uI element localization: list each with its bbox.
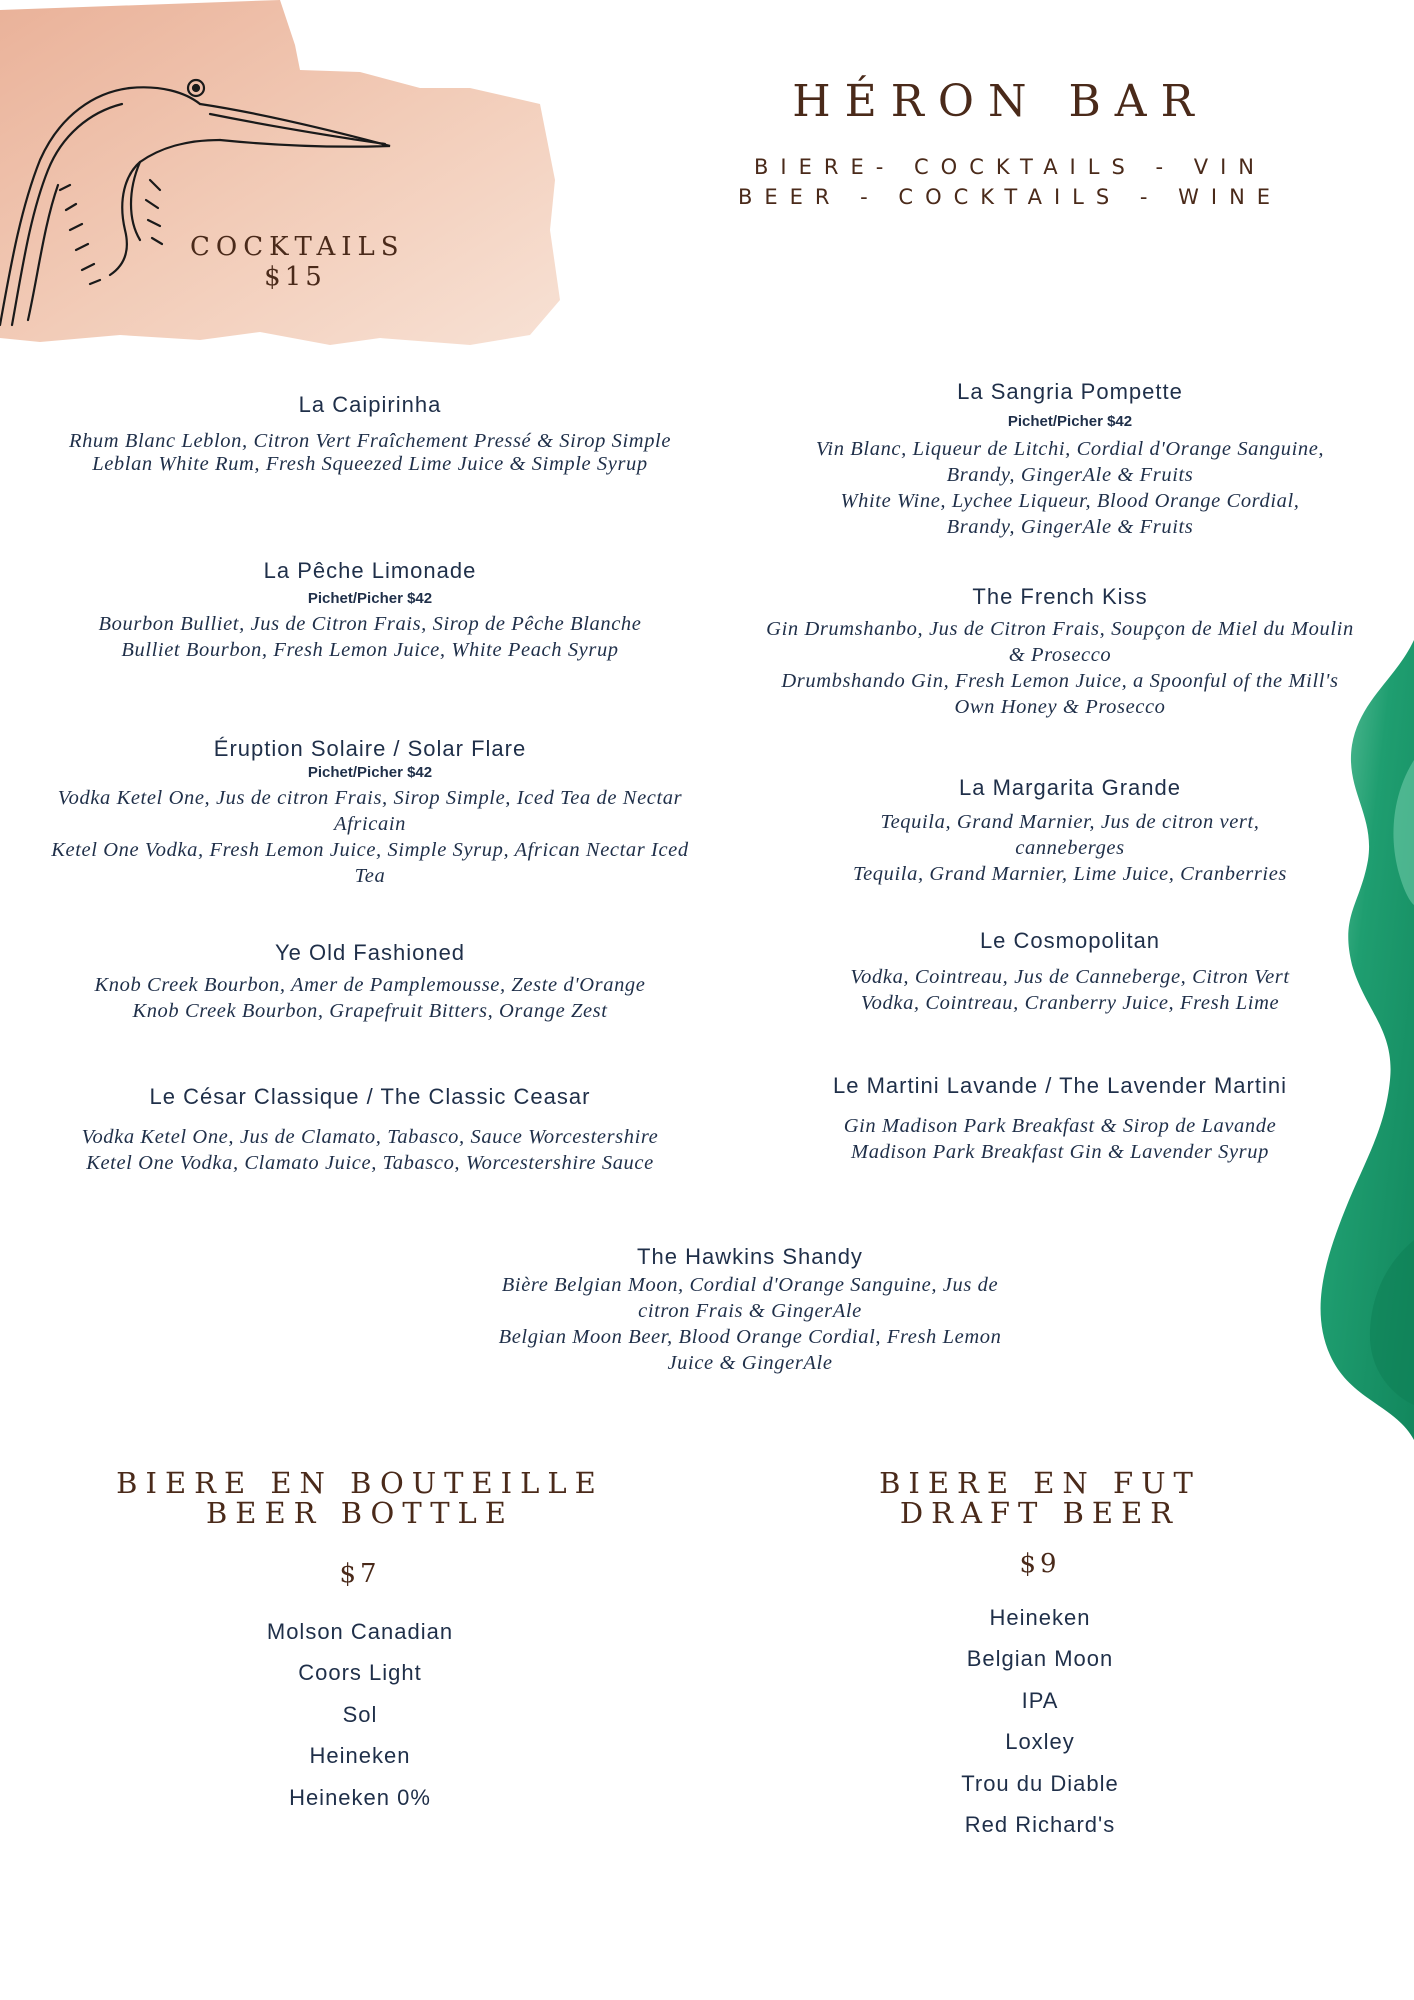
pitcher-price: Pichet/Picher $42	[1007, 413, 1133, 430]
beer-item: Molson Canadian	[266, 1618, 454, 1644]
beer-item: Heineken 0%	[289, 1784, 431, 1810]
draft-beer-title-en: DRAFT BEER	[899, 1496, 1181, 1531]
beer-item: Loxley	[1005, 1729, 1075, 1755]
cocktail-description: Vin Blanc, Liqueur de Litchi, Cordial d'Orange Sanguine, Brandy, GingerAle & Fruits White Wine, Lychee Liqueur, Blood Orange Cordial, Brandy, GingerAle & Fruits	[815, 438, 1325, 538]
cocktail-description: Gin Drumshanbo, Jus de Citron Frais, Soupçon de Miel du Moulin & Prosecco Drumbshando Gin, Fresh Lemon Juice, a Spoonful of the Mill's Own Honey & Prosecco	[766, 618, 1354, 718]
bottle-beer-title-en: BEER BOTTLE	[206, 1496, 514, 1531]
cocktail-name: La Margarita Grande	[959, 775, 1181, 800]
cocktails-badge	[190, 232, 405, 292]
cocktail-description: Tequila, Grand Marnier, Jus de citron vert, canneberges Tequila, Grand Marnier, Lime Juice, Cranberries	[852, 811, 1287, 885]
beer-item: Red Richard's	[964, 1812, 1116, 1838]
beer-item: Heineken	[309, 1743, 411, 1769]
cocktail-cosmopolitan	[700, 928, 1414, 1016]
tagline-english: BEER - COCKTAILS - WINE	[737, 185, 1283, 209]
cocktail-name: Le Martini Lavande / The Lavender Martini	[833, 1073, 1287, 1098]
cocktail-description: Gin Madison Park Breakfast & Sirop de Lavande Madison Park Breakfast Gin & Lavender Syrup	[843, 1115, 1277, 1163]
cocktail-solar-flare	[10, 736, 730, 889]
cocktail-old-fashioned	[10, 940, 730, 1024]
tagline-french: BIERE- COCKTAILS - VIN	[754, 155, 1266, 179]
cocktail-name: Le César Classique / The Classic Ceasar	[149, 1084, 591, 1109]
cocktail-description: Bourbon Bulliet, Jus de Citron Frais, Sirop de Pêche Blanche Bulliet Bourbon, Fresh Lemon Juice, White Peach Syrup	[98, 613, 642, 661]
cocktail-name: La Sangria Pompette	[957, 379, 1183, 404]
bottle-beer-section	[100, 1468, 620, 1818]
cocktail-name: La Caipirinha	[298, 392, 442, 417]
cocktail-sangria	[700, 379, 1414, 540]
pitcher-price: Pichet/Picher $42	[307, 764, 433, 781]
bottle-beer-price: $7	[339, 1558, 381, 1589]
cocktail-name: Éruption Solaire / Solar Flare	[213, 736, 527, 761]
beer-item: Sol	[342, 1701, 378, 1727]
cocktail-name: Ye Old Fashioned	[274, 940, 466, 965]
cocktail-name: The Hawkins Shandy	[637, 1244, 863, 1269]
beer-item: Belgian Moon	[966, 1646, 1114, 1672]
cocktails-badge-label: COCKTAILS	[190, 232, 405, 262]
bottle-beer-title-fr: BIERE EN BOUTEILLE	[116, 1466, 604, 1500]
pitcher-price: Pichet/Picher $42	[307, 590, 433, 607]
heron-illustration-icon	[0, 40, 405, 340]
bottle-beer-list	[100, 1611, 620, 1819]
page-title: HÉRON BAR	[792, 76, 1208, 127]
cocktail-lavender-martini	[690, 1073, 1414, 1165]
cocktail-margarita	[700, 775, 1414, 887]
cocktail-peche-limonade	[10, 558, 730, 663]
draft-beer-list	[780, 1597, 1300, 1846]
cocktails-badge-price: $15	[264, 262, 326, 292]
cocktail-description: Vodka, Cointreau, Jus de Canneberge, Citron Vert Vodka, Cointreau, Cranberry Juice, Fresh Lime	[850, 966, 1290, 1014]
beer-item: IPA	[1021, 1687, 1059, 1713]
draft-beer-title-fr: BIERE EN FUT	[879, 1466, 1201, 1500]
beer-item: Heineken	[989, 1604, 1091, 1630]
cocktail-description: Vodka Ketel One, Jus de Clamato, Tabasco, Sauce Worcestershire Ketel One Vodka, Clamato Juice, Tabasco, Worcestershire Sauce	[81, 1126, 659, 1174]
cocktail-hawkins-shandy	[400, 1244, 1100, 1376]
draft-beer-price: $9	[1019, 1548, 1061, 1579]
cocktail-caipirinha	[10, 392, 730, 476]
beer-item: Coors Light	[298, 1660, 422, 1686]
beer-item: Trou du Diable	[961, 1770, 1119, 1796]
cocktail-french-kiss	[700, 584, 1414, 720]
cocktail-name: The French Kiss	[972, 584, 1148, 609]
cocktail-name: Le Cosmopolitan	[979, 928, 1161, 953]
cocktail-description: Knob Creek Bourbon, Amer de Pamplemousse, Zeste d'Orange Knob Creek Bourbon, Grapefruit Bitters, Orange Zest	[94, 974, 646, 1022]
cocktail-description: Bière Belgian Moon, Cordial d'Orange Sanguine, Jus de citron Frais & GingerAle Belgian Moon Beer, Blood Orange Cordial, Fresh Lemon Juice & GingerAle	[498, 1274, 1002, 1374]
cocktail-name: La Pêche Limonade	[263, 558, 477, 583]
draft-beer-section	[780, 1468, 1300, 1846]
cocktail-caesar	[10, 1084, 730, 1176]
cocktail-description: Rhum Blanc Leblon, Citron Vert Fraîchement Pressé & Sirop Simple Leblan White Rum, Fresh Squeezed Lime Juice & Simple Syrup	[68, 430, 672, 475]
cocktail-description: Vodka Ketel One, Jus de citron Frais, Sirop Simple, Iced Tea de Nectar Africain Ketel One Vodka, Fresh Lemon Juice, Simple Syrup, African Nectar Iced Tea	[51, 787, 689, 887]
